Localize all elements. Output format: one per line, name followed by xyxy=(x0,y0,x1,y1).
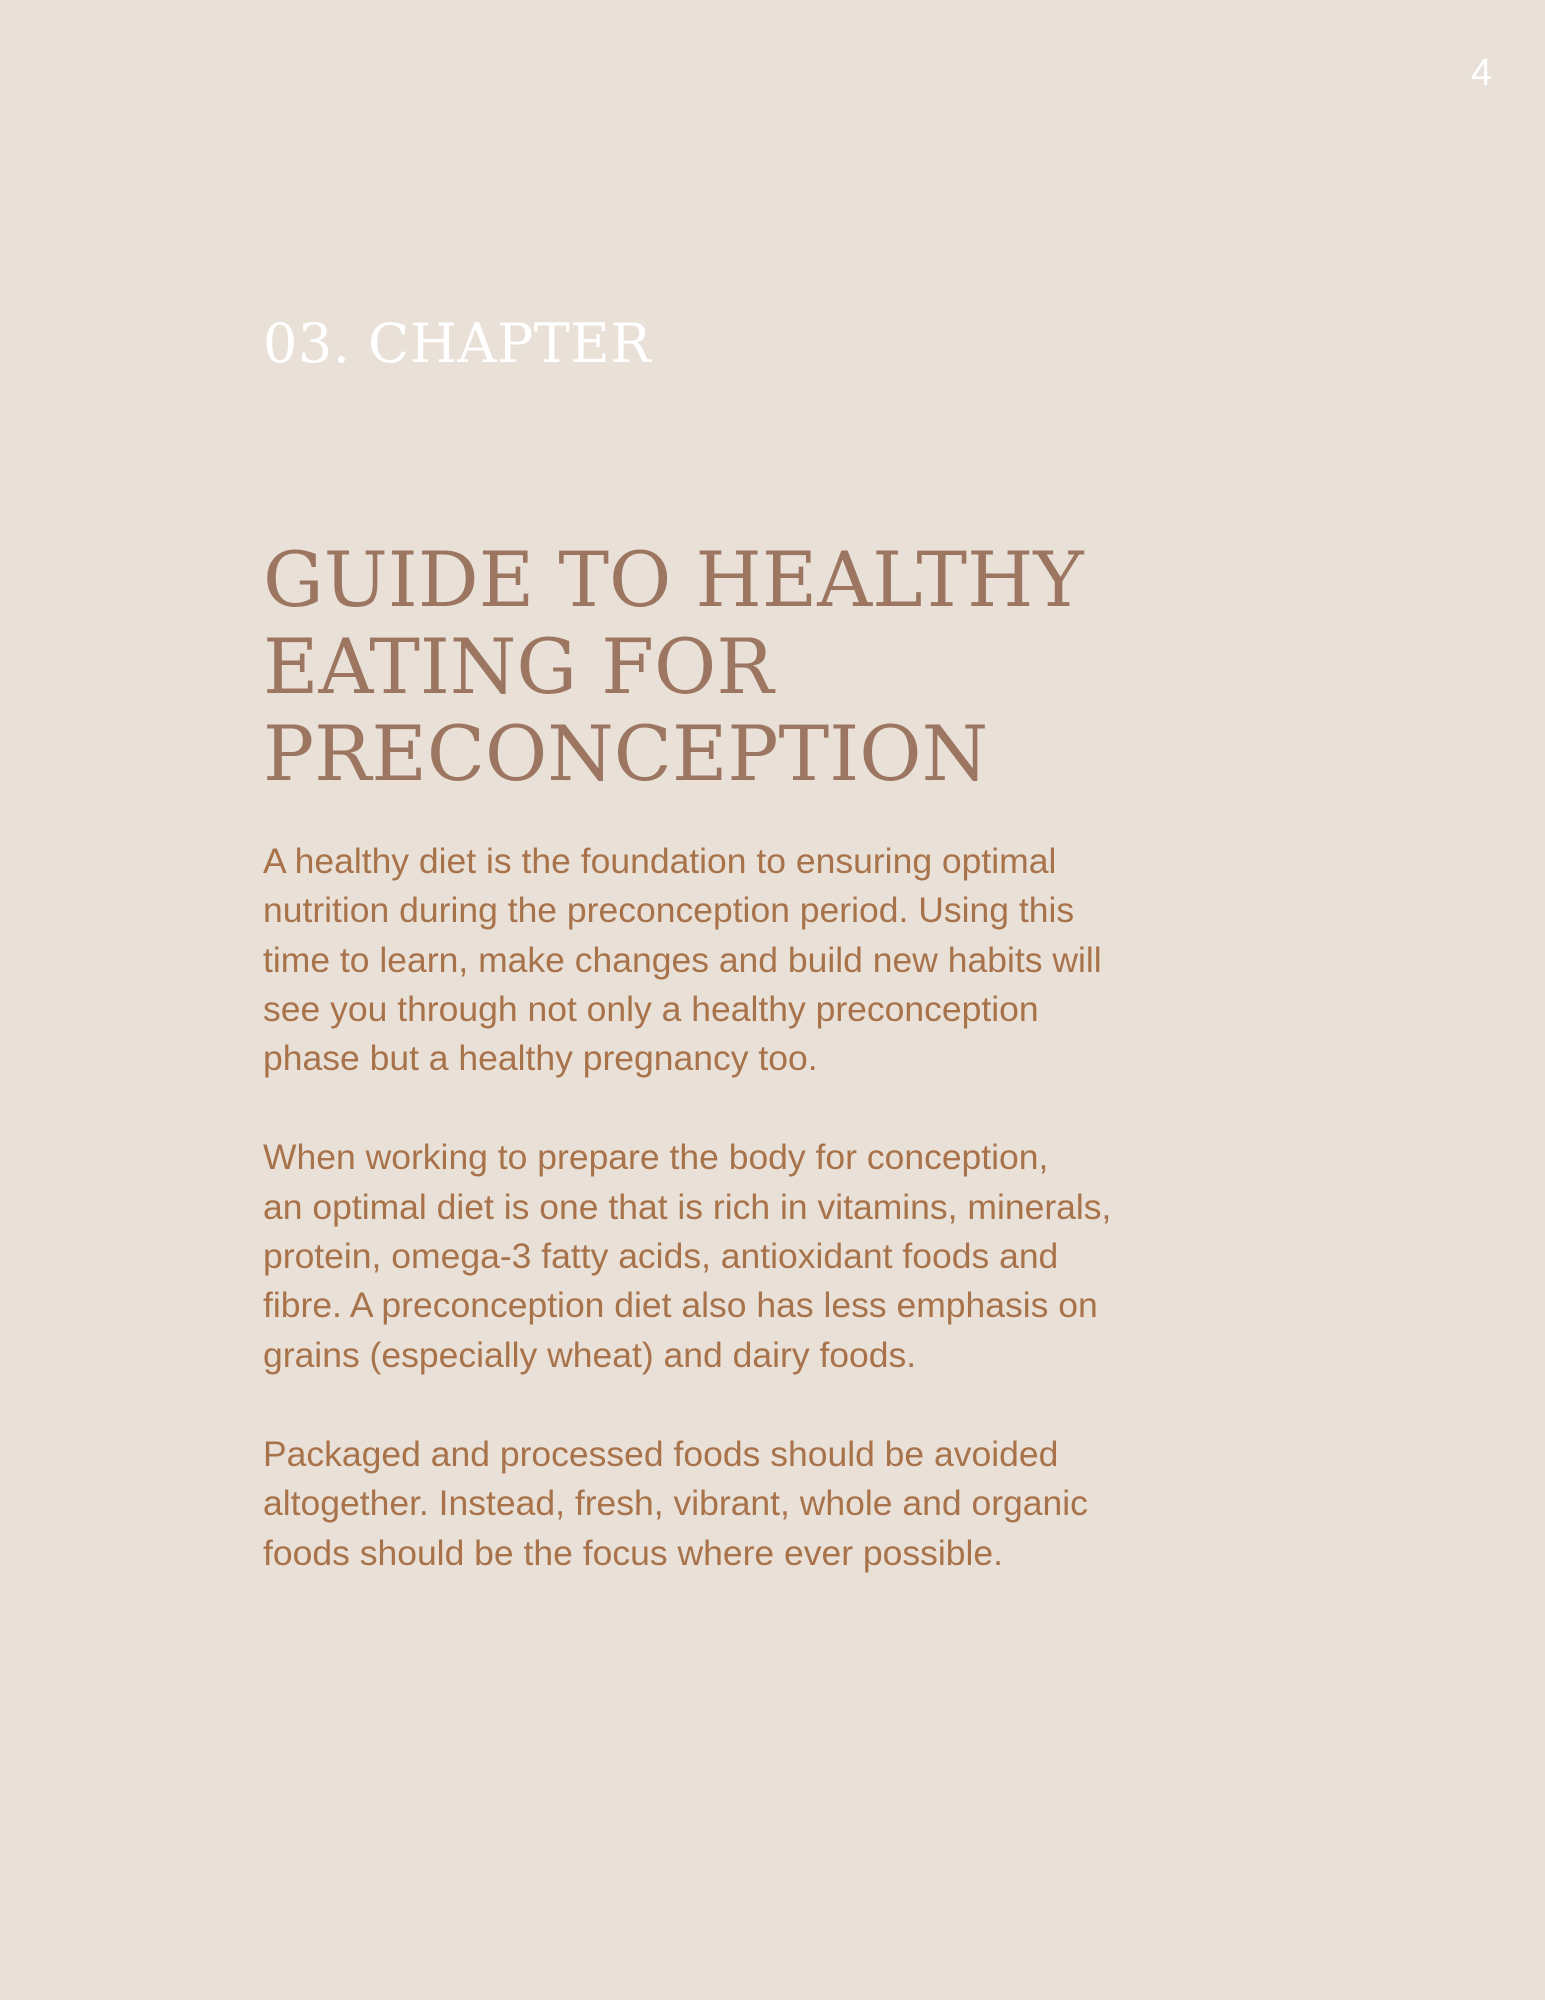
paragraph-intro xyxy=(263,837,1303,1083)
chapter-label: 03. CHAPTER xyxy=(263,312,652,375)
title-line: PRECONCEPTION xyxy=(263,709,989,798)
title-line: EATING FOR xyxy=(263,622,774,711)
text-line: see you through not only a healthy preconception xyxy=(263,988,1039,1029)
text-line: altogether. Instead, fresh, vibrant, whole and organic xyxy=(263,1483,1088,1524)
text-line: grains (especially wheat) and dairy foods. xyxy=(263,1334,917,1375)
text-line: foods should be the focus where ever possible. xyxy=(263,1532,1004,1573)
text-line: nutrition during the preconception period. Using this xyxy=(263,890,1075,931)
text-line: A healthy diet is the foundation to ensuring optimal xyxy=(263,841,1057,881)
text-line: When working to prepare the body for conception, xyxy=(263,1137,1049,1178)
body-text xyxy=(263,837,1303,1628)
paragraph-optimal-diet xyxy=(263,1133,1303,1379)
text-line: time to learn, make changes and build new habits will xyxy=(263,939,1102,980)
text-line: Packaged and processed foods should be avoided xyxy=(263,1433,1059,1474)
text-line: protein, omega-3 fatty acids, antioxidant foods and xyxy=(263,1236,1059,1277)
page-title xyxy=(263,536,1313,797)
text-line: fibre. A preconception diet also has less emphasis on xyxy=(263,1285,1098,1326)
text-line: an optimal diet is one that is rich in vitamins, minerals, xyxy=(263,1186,1112,1227)
page-number: 4 xyxy=(1470,52,1493,94)
paragraph-processed-foods xyxy=(263,1430,1303,1578)
text-line: phase but a healthy pregnancy too. xyxy=(263,1038,818,1079)
title-line: GUIDE TO HEALTHY xyxy=(263,535,1084,624)
